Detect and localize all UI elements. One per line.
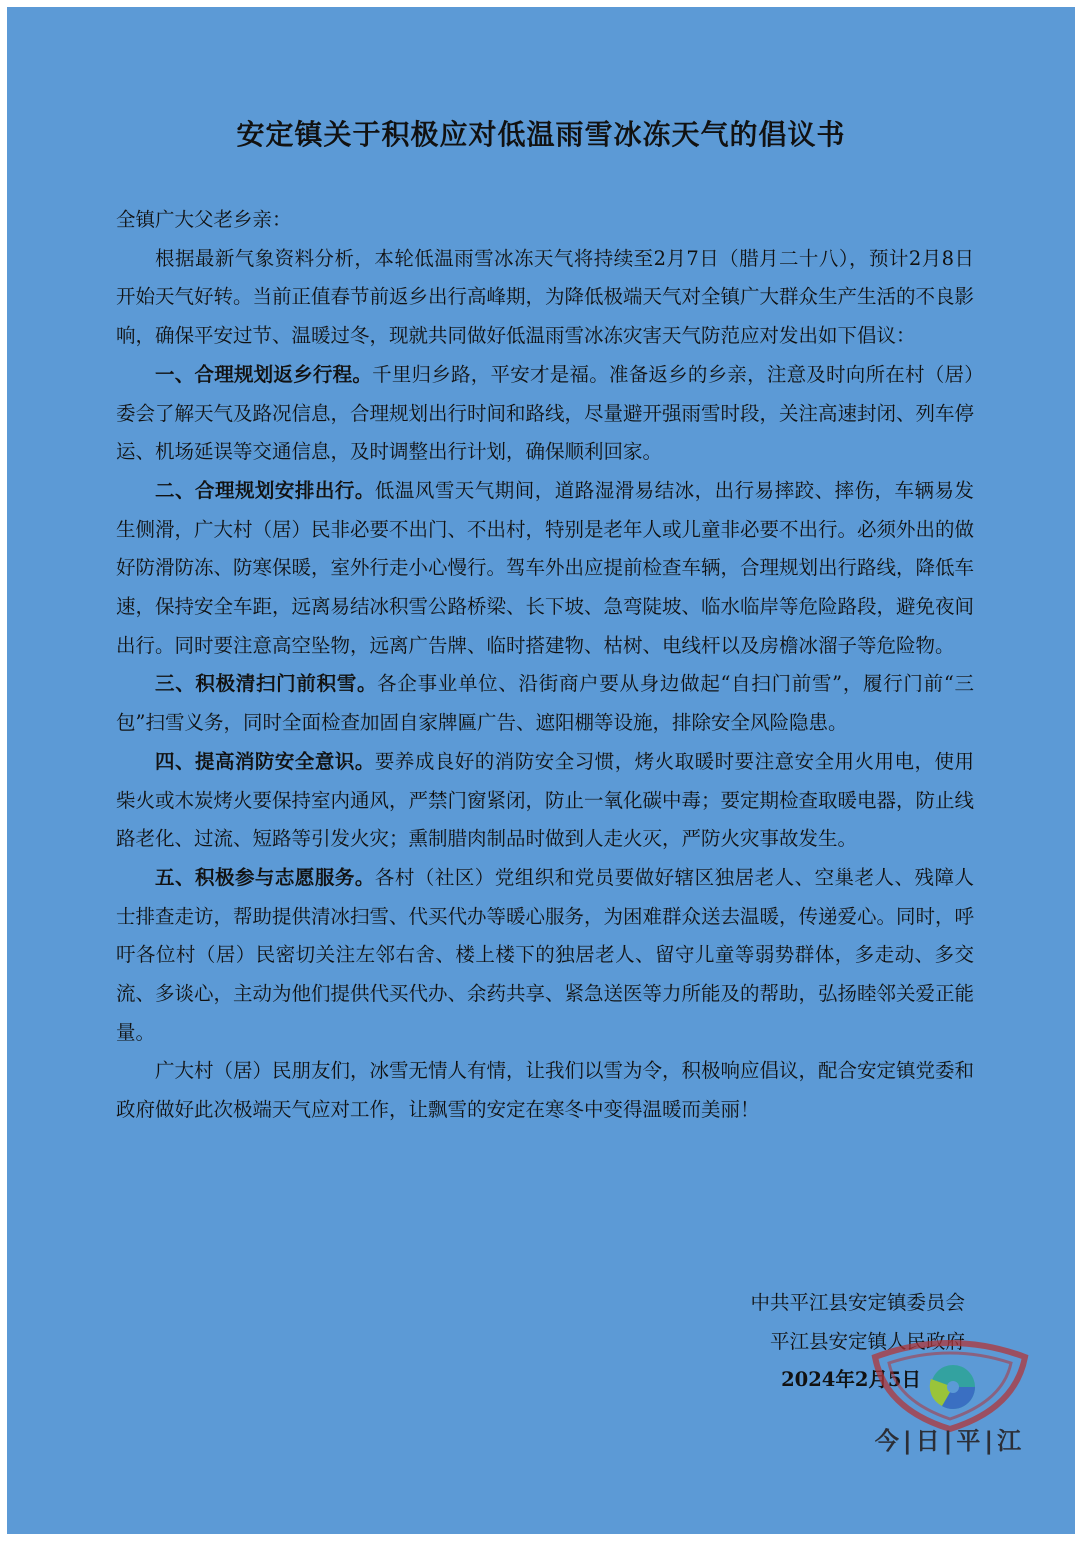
proposal-text: 千里归乡路，平安才是福。准备返乡的乡亲，注意及时向所在村（居）委会了解天气及路况信息，合理规划出行时间和路线，尽量避开强雨雪时段，关注高速封闭、列车停运、机场延误等交通信息，及时调整出行计划，确保顺利回家。	[116, 362, 975, 464]
signature-org-party: 中共平江县安定镇委员会	[750, 1291, 965, 1314]
eye-logo-icon	[865, 1337, 1035, 1432]
intro-paragraph: 根据最新气象资料分析，本轮低温雨雪冰冻天气将持续至2月7日（腊月二十八），预计2月8日开始天气好转。当前正值春节前返乡出行高峰期，为降低极端天气对全镇广大群众生产生活的不良影响，确保平安过节、温暖过冬，现就共同做好低温雨雪冰冻灾害天气防范应对发出如下倡议：	[116, 246, 975, 348]
closing-paragraph: 广大村（居）民朋友们，冰雪无情人有情，让我们以雪为令，积极响应倡议，配合安定镇党委和政府做好此次极端天气应对工作，让飘雪的安定在寒冬中变得温暖而美丽！	[116, 1059, 975, 1122]
proposal-heading: 四、提高消防安全意识。	[155, 749, 375, 773]
page-title: 安定镇关于积极应对低温雨雪冰冻天气的倡议书	[236, 118, 846, 151]
proposal-item	[116, 472, 974, 666]
proposal-heading: 五、积极参与志愿服务。	[155, 865, 375, 889]
proposal-heading: 一、合理规划返乡行程。	[155, 362, 373, 386]
proposal-heading: 二、合理规划安排出行。	[155, 478, 375, 502]
watermark-logo	[855, 1337, 1045, 1487]
document-page	[7, 7, 1075, 1534]
proposal-text: 各企事业单位、沿街商户要从身边做起“自扫门前雪”，履行门前“三包”扫雪义务，同时全面检查加固自家牌匾广告、遮阳棚等设施，排除安全风险隐患。	[116, 672, 974, 735]
signature-date: 2024年2月5日	[781, 1368, 921, 1392]
proposal-item	[116, 859, 974, 1053]
document-body	[116, 201, 974, 1130]
proposal-item	[116, 665, 974, 742]
proposal-text: 低温风雪天气期间，道路湿滑易结冰，出行易摔跤、摔伤，车辆易发生侧滑，广大村（居）民非必要不出门、不出村，特别是老年人或儿童非必要不出行。必须外出的做好防滑防冻、防寒保暖，室外行走小心慢行。驾车外出应提前检查车辆，合理规划出行路线，降低车速，保持安全车距，远离易结冰积雪公路桥梁、长下坡、急弯陡坡、临水临岸等危险路段，避免夜间出行。同时要注意高空坠物，远离广告牌、临时搭建物、枯树、电线杆以及房檐冰溜子等危险物。	[116, 478, 975, 657]
watermark-text: 今|日|平|江	[874, 1427, 1026, 1455]
salutation: 全镇广大父老乡亲：	[116, 208, 292, 231]
proposal-item	[116, 356, 974, 472]
signature-org-government: 平江县安定镇人民政府	[769, 1329, 965, 1353]
proposal-text: 要养成良好的消防安全习惯，烤火取暖时要注意安全用火用电，使用柴火或木炭烤火要保持室内通风，严禁门窗紧闭，防止一氧化碳中毒；要定期检查取暖电器，防止线路老化、过流、短路等引发火灾；熏制腊肉制品时做到人走火灭，严防火灾事故发生。	[116, 749, 975, 851]
proposal-text: 各村（社区）党组织和党员要做好辖区独居老人、空巢老人、残障人士排查走访，帮助提供清冰扫雪、代买代办等暖心服务，为困难群众送去温暖，传递爱心。同时，呼吁各位村（居）民密切关注左邻右舍、楼上楼下的独居老人、留守儿童等弱势群体，多走动、多交流、多谈心，主动为他们提供代买代办、余药共享、紧急送医等力所能及的帮助，弘扬睦邻关爱正能量。	[116, 865, 975, 1044]
proposal-item	[116, 743, 974, 859]
proposal-heading: 三、积极清扫门前积雪。	[155, 672, 378, 696]
